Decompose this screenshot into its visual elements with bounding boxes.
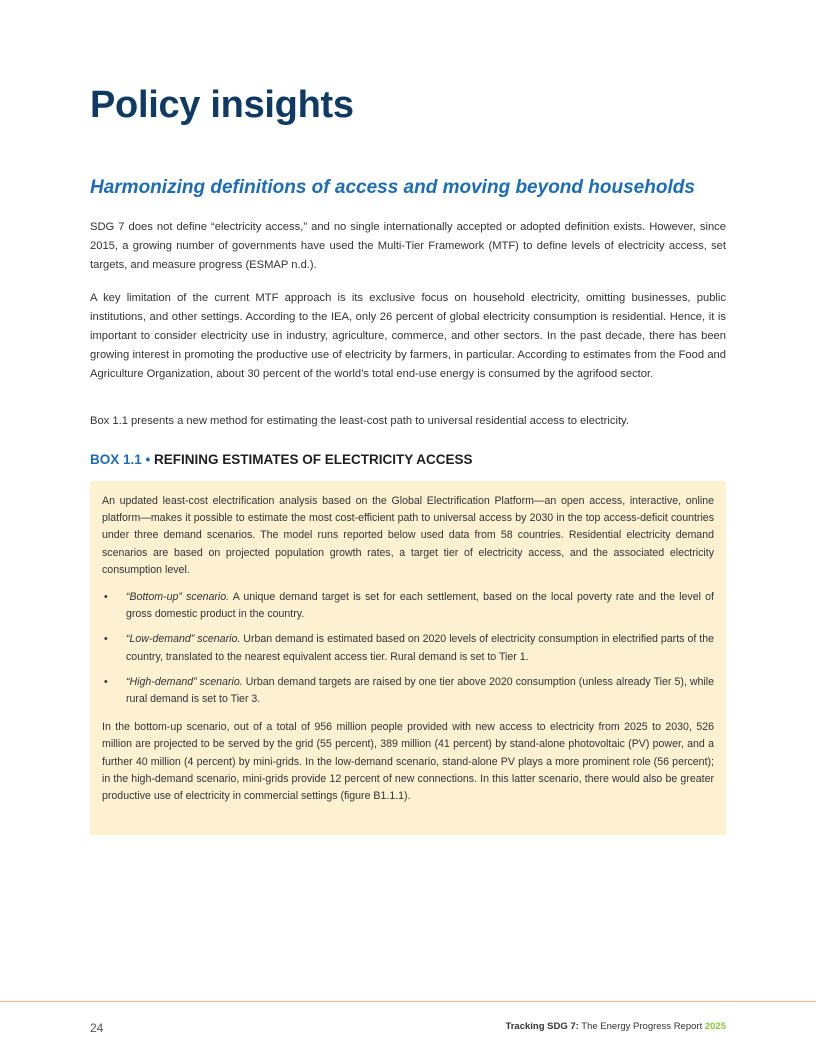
running-footer	[505, 1021, 726, 1032]
scenario-text: Urban demand targets are raised by one tier above 2020 consumption (unless already Tier 5), while rural demand is set to Tier 3.	[126, 675, 714, 706]
box-closing-paragraph: In the bottom-up scenario, out of a total of 956 million people provided with new access to electricity from 2025 to 2030, 526 million are projected to be served by the grid (55 percent), 389 million (41 percent) by stand-alone photovoltaic (PV) power, and a further 40 million (4 percent) by mini-grids. In the low-demand scenario, stand-alone PV plays a more prominent role (56 percent); in the high-demand scenario, mini-grids provide 12 percent of new connections. In this latter scenario, there would also be greater productive use of electricity in commercial settings (figure B1.1.1).	[102, 721, 714, 803]
scenario-term: “Bottom-up” scenario.	[126, 591, 230, 604]
scenario-text: A unique demand target is set for each settlement, based on the local poverty rate and the level of gross domestic product in the country.	[126, 591, 714, 621]
box-intro-paragraph: An updated least-cost electrification analysis based on the Global Electrification Platform—an open access, interactive, online platform—makes it possible to estimate the most cost-efficient path to universal access by 2030 in the top access-deficit countries under three demand scenarios. The model runs reported below used data from 58 countries. Residential electricity demand scenarios are based on projected population growth rates, a target tier of electricity access, and the associated electricity consumption level.	[102, 495, 714, 576]
page-number: 24	[90, 1021, 104, 1035]
scenario-list	[102, 589, 714, 708]
box-number: BOX 1.1 •	[90, 452, 151, 467]
scenario-item-bottom-up	[102, 589, 714, 623]
info-box	[90, 481, 726, 835]
body-paragraph-1: SDG 7 does not define “electricity access,” and no single internationally accepted or adopted definition exists. However, since 2015, a growing number of governments have used the Multi-Tier Framework (MTF) to define levels of electricity access, set targets, and measure progress (ESMAP n.d.).	[90, 221, 726, 271]
scenario-text: Urban demand is estimated based on 2020 levels of electricity consumption in electrified parts of the country, translated to the nearest equivalent access tier. Rural demand is set to Tier 1.	[126, 633, 715, 663]
bullet-icon: •	[104, 591, 108, 604]
scenario-term: “Low-demand” scenario.	[126, 633, 241, 646]
report-series: Tracking SDG 7:	[505, 1021, 579, 1032]
page-title: Policy insights	[90, 84, 354, 126]
scenario-item-high-demand	[102, 674, 714, 708]
bullet-icon: •	[104, 633, 108, 646]
scenario-item-low-demand	[102, 631, 714, 665]
box-title: REFINING ESTIMATES OF ELECTRICITY ACCESS	[154, 452, 473, 467]
body-paragraph-2: A key limitation of the current MTF approach is its exclusive focus on household electricity, omitting businesses, public institutions, and other settings. According to the IEA, only 26 percent of global electricity consumption is residential. Hence, it is important to consider electricity use in industry, agriculture, commerce, and other sectors. In the past decade, there has been growing interest in promoting the productive use of electricity by farmers, in particular. According to estimates from the Food and Agriculture Organization, about 30 percent of the world’s total end-use energy is consumed by the agrifood sector.	[90, 292, 726, 380]
scenario-term: “High-demand” scenario.	[126, 675, 243, 688]
report-title: The Energy Progress Report	[578, 1021, 705, 1032]
body-paragraph-3: Box 1.1 presents a new method for estimating the least-cost path to universal residential access to electricity.	[90, 415, 629, 427]
bullet-icon: •	[104, 675, 108, 688]
section-heading: Harmonizing definitions of access and moving beyond households	[90, 177, 695, 198]
report-year: 2025	[704, 1021, 726, 1032]
footer-divider	[0, 1001, 816, 1002]
box-heading	[90, 452, 473, 467]
